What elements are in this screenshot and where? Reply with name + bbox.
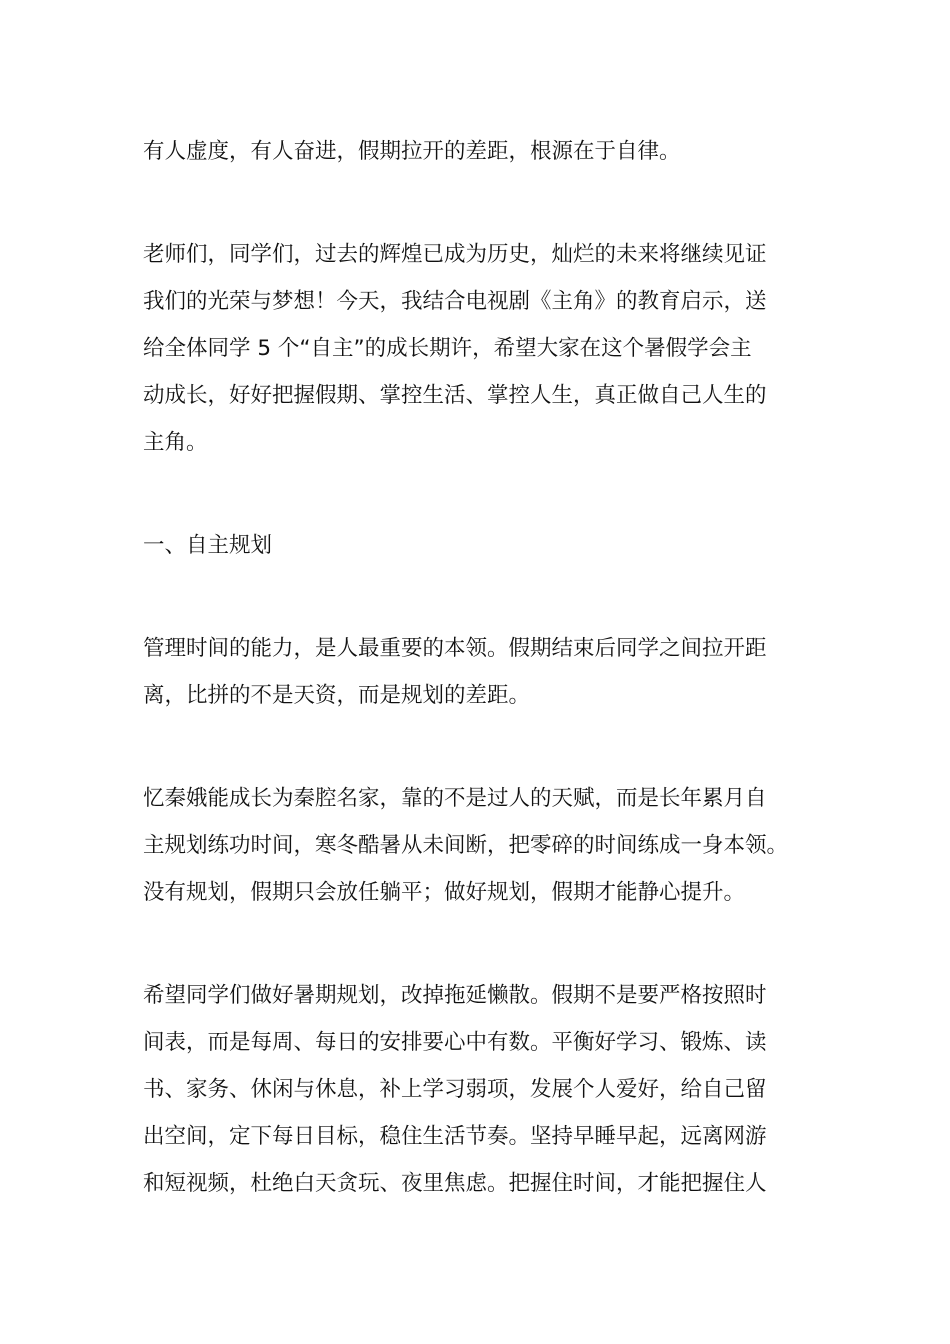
paragraph-spacer (143, 466, 833, 522)
text-line: 老师们，同学们，过去的辉煌已成为历史，灿烂的未来将继续见证 (143, 242, 767, 267)
paragraph-intro-1 (143, 128, 833, 175)
section-heading (143, 522, 833, 569)
text-line: 间表，而是每周、每日的安排要心中有数。平衡好学习、锻炼、读 (143, 1030, 767, 1055)
paragraph-spacer (143, 916, 833, 972)
text-line: 主规划练功时间，寒冬酷暑从未间断，把零碎的时间练成一身本领。 (143, 833, 789, 858)
text-line: 离，比拼的不是天资，而是规划的差距。 (143, 683, 531, 708)
paragraph-spacer (143, 569, 833, 625)
text-line: 给全体同学 5 个“自主”的成长期许，希望大家在这个暑假学会主 (143, 336, 752, 361)
text-line: 我们的光荣与梦想！今天，我结合电视剧《主角》的教育启示，送 (143, 289, 767, 314)
text-line: 书、家务、休闲与休息，补上学习弱项，发展个人爱好，给自己留 (143, 1077, 767, 1102)
heading-text: 一、自主规划 (143, 533, 273, 558)
paragraph-section-1-p3 (143, 972, 833, 1207)
text-line: 和短视频，杜绝白天贪玩、夜里焦虑。把握住时间，才能把握住人 (143, 1171, 767, 1196)
document-body (143, 128, 833, 1207)
text-line: 动成长，好好把握假期、掌控生活、掌控人生，真正做自己人生的 (143, 383, 767, 408)
paragraph-section-1-p2 (143, 775, 833, 916)
text-line: 希望同学们做好暑期规划，改掉拖延懒散。假期不是要严格按照时 (143, 983, 767, 1008)
paragraph-spacer (143, 719, 833, 775)
text-line: 出空间，定下每日目标，稳住生活节奏。坚持早睡早起，远离网游 (143, 1124, 767, 1149)
paragraph-spacer (143, 175, 833, 231)
text-line: 主角。 (143, 430, 208, 455)
text-line: 有人虚度，有人奋进，假期拉开的差距，根源在于自律。 (143, 139, 681, 164)
text-line: 没有规划，假期只会放任躺平；做好规划，假期才能静心提升。 (143, 880, 746, 905)
paragraph-section-1-p1 (143, 625, 833, 719)
text-line: 管理时间的能力，是人最重要的本领。假期结束后同学之间拉开距 (143, 636, 767, 661)
text-line: 忆秦娥能成长为秦腔名家，靠的不是过人的天赋，而是长年累月自 (143, 786, 767, 811)
paragraph-intro-2 (143, 231, 833, 466)
